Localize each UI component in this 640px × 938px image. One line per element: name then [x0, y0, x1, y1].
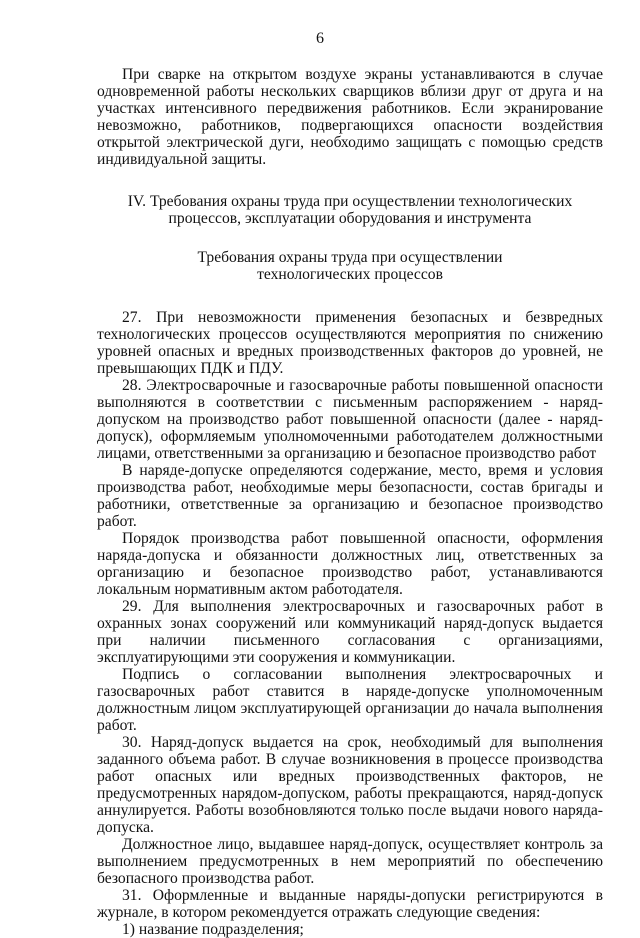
paragraph-screens: При сварке на открытом воздухе экраны устанавливаются в случае одновременной работы нескольких сварщиков вблизи друг от друга и на участках интенсивного передвижения работников. Если экранирование невозможно, работников, подвергающихся опасности воздействия открытой электрической дуги, необходимо защищать с помощью средств индивидуальной защиты. — [97, 66, 603, 168]
paragraph-28-procedure: Порядок производства работ повышенной опасности, оформления наряда-допуска и обязанности должностных лиц, ответственных за организацию и безопасное производство работ, устанавливаются локальным нормативным актом работодателя. — [97, 530, 603, 598]
section-title — [97, 193, 603, 227]
paragraph-28-permit-contents: В наряде-допуске определяются содержание, место, время и условия производства работ, необходимые меры безопасности, состав бригады и работники, ответственные за организацию и безопасное производство работ. — [97, 462, 603, 530]
paragraph-30-control: Должностное лицо, выдавшее наряд-допуск, осуществляет контроль за выполнением предусмотренных в нем мероприятий по обеспечению безопасного производства работ. — [97, 836, 603, 887]
paragraph-28: 28. Электросварочные и газосварочные работы повышенной опасности выполняются в соответствии с письменным распоряжением - наряд-допуском на производство работ повышенной опасности (далее - наряд-допуск), оформляемым уполномоченными работодателем должностными лицами, ответственными за организацию и безопасное производство работ — [97, 377, 603, 462]
paragraph-31: 31. Оформленные и выданные наряды-допуски регистрируются в журнале, в котором рекомендуется отражать следующие сведения: — [97, 887, 603, 921]
subsection-title — [97, 249, 603, 283]
page-number: 6 — [316, 30, 324, 47]
section-title-line-1: IV. Требования охраны труда при осуществлении технологических — [127, 193, 573, 210]
section-title-line-2: процессов, эксплуатации оборудования и инструмента — [168, 210, 532, 227]
subsection-title-line-2: технологических процессов — [257, 266, 443, 283]
paragraph-30: 30. Наряд-допуск выдается на срок, необходимый для выполнения заданного объема работ. В случае возникновения в процессе производства работ опасных или вредных производственных факторов, не предусмотренных нарядом-допуском, работы прекращаются, наряд-допуск аннулируется. Работы возобновляются только после выдачи нового наряда-допуска. — [97, 734, 603, 836]
paragraph-27: 27. При невозможности применения безопасных и безвредных технологических процессов осуществляются мероприятия по снижению уровней опасных и вредных производственных факторов до уровней, не превышающих ПДК и ПДУ. — [97, 309, 603, 377]
document-body — [97, 66, 603, 938]
paragraph-29-signature: Подпись о согласовании выполнения электросварочных и газосварочных работ ставится в наряде-допуске уполномоченным должностным лицом эксплуатирующей организации до начала выполнения работ. — [97, 666, 603, 734]
list-item-1: 1) название подразделения; — [122, 921, 304, 938]
paragraph-29: 29. Для выполнения электросварочных и газосварочных работ в охранных зонах сооружений или коммуникаций наряд-допуск выдается при наличии письменного согласования с организациями, эксплуатирующими эти сооружения и коммуникации. — [97, 598, 603, 666]
subsection-title-line-1: Требования охраны труда при осуществлении — [197, 249, 503, 266]
